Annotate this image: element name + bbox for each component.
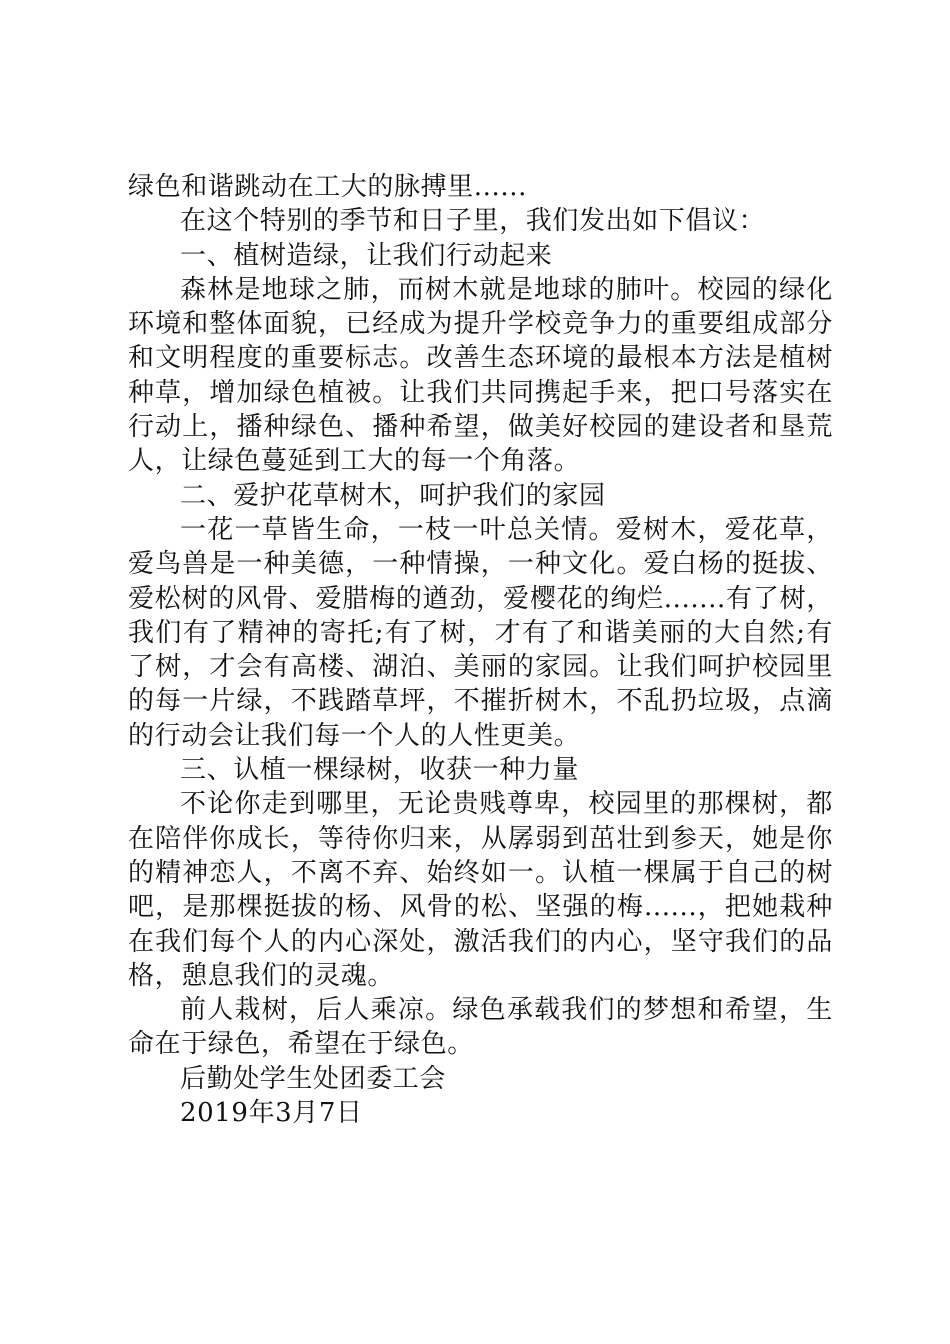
heading-section-3: 三、认植一棵绿树，收获一种力量 — [180, 755, 580, 786]
paragraph-proposal-intro: 在这个特别的季节和日子里，我们发出如下倡议： — [180, 206, 766, 237]
paragraph-section-3: 不论你走到哪里，无论贵贱尊卑，校园里的那棵树，都在陪伴你成长，等待你归来，从孱弱到茁壮到参天，她是你的精神恋人，不离不弃、始终如一。认植一棵属于自己的树吧，是那棵挺拔的杨、风骨的松、坚强的梅......，把她栽种在我们每个人的内心深处，激活我们的内心，坚守我们的品格，憩息我们的灵魂。 — [128, 789, 833, 991]
document-body — [128, 170, 833, 1130]
paragraph-section-1: 森林是地球之肺，而树木就是地球的肺叶。校园的绿化环境和整体面貌，已经成为提升学校竞争力的重要组成部分和文明程度的重要标志。改善生态环境的最根本方法是植树种草，增加绿色植被。让我们共同携起手来，把口号落实在行动上，播种绿色、播种希望，做美好校园的建设者和垦荒人，让绿色蔓延到工大的每一个角落。 — [128, 274, 833, 477]
signature-organizations: 后勤处学生处团委工会 — [180, 1063, 447, 1094]
heading-section-1: 一、植树造绿，让我们行动起来 — [180, 240, 553, 271]
paragraph-intro-continuation: 绿色和谐跳动在工大的脉搏里...... — [128, 172, 527, 202]
paragraph-closing: 前人栽树，后人乘凉。绿色承载我们的梦想和希望，生命在于绿色，希望在于绿色。 — [128, 995, 833, 1060]
heading-section-2: 二、爱护花草树木，呵护我们的家园 — [180, 480, 606, 511]
signature-date: 2019年3月7日 — [180, 1098, 363, 1129]
paragraph-section-2: 一花一草皆生命，一枝一叶总关情。爱树木，爱花草，爱鸟兽是一种美德，一种情操，一种文化。爱白杨的挺拔、爱松树的风骨、爱腊梅的遒劲，爱樱花的绚烂.......有了树，我们有了精神的寄托;有了树，才有了和谐美丽的大自然;有了树，才会有高楼、湖泊、美丽的家园。让我们呵护校园里的每一片绿，不践踏草坪，不摧折树木，不乱扔垃圾，点滴的行动会让我们每一个人的人性更美。 — [128, 514, 833, 751]
